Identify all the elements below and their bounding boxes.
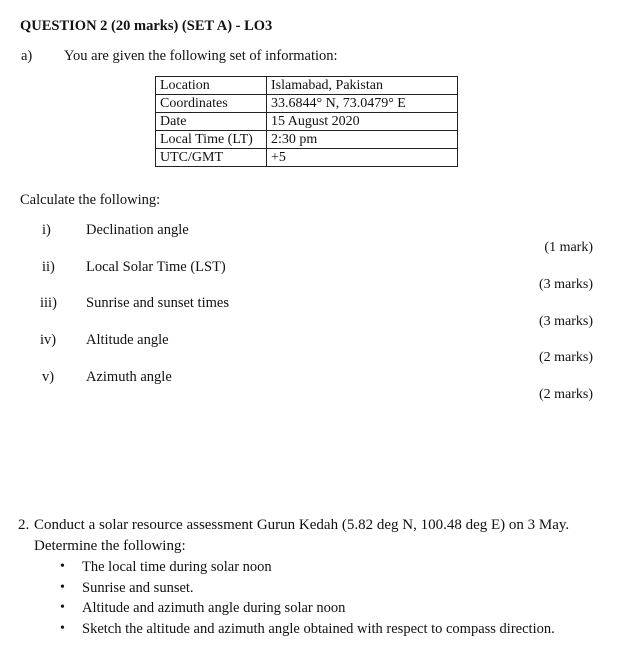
item-number: v): [42, 369, 55, 385]
info-table: [155, 76, 458, 167]
table-key: Date: [156, 113, 267, 131]
item-text: Altitude angle: [86, 332, 169, 348]
bullet-icon: •: [60, 600, 65, 615]
table-key: Location: [156, 77, 267, 95]
table-key: Coordinates: [156, 95, 267, 113]
table-value: 15 August 2020: [267, 113, 458, 131]
bullet-icon: •: [60, 621, 65, 636]
table-row: [156, 131, 458, 149]
bullet-item: Altitude and azimuth angle during solar noon: [82, 600, 346, 616]
table-value: 33.6844° N, 73.0479° E: [267, 95, 458, 113]
part-a-text: You are given the following set of information:: [64, 48, 338, 64]
item-marks: (2 marks): [538, 350, 593, 365]
item-text: Local Solar Time (LST): [86, 259, 226, 275]
part-a-label: a): [21, 48, 33, 64]
bullet-item: Sunrise and sunset.: [82, 580, 194, 596]
bullet-item: Sketch the altitude and azimuth angle obtained with respect to compass direction.: [82, 621, 555, 637]
question2-number: 2.: [18, 517, 30, 533]
table-key: Local Time (LT): [156, 131, 267, 149]
table-row: [156, 113, 458, 131]
item-marks: (2 marks): [538, 387, 593, 402]
bullet-icon: •: [60, 559, 65, 574]
item-marks: (1 mark): [544, 240, 593, 255]
table-value: Islamabad, Pakistan: [267, 77, 458, 95]
item-number: iii): [40, 295, 57, 311]
calculate-heading: Calculate the following:: [20, 192, 161, 208]
table-row: [156, 95, 458, 113]
table-row: [156, 77, 458, 95]
question2-text: Conduct a solar resource assessment Gurun Kedah (5.82 deg N, 100.48 deg E) on 3 May.: [34, 517, 570, 533]
table-value: 2:30 pm: [267, 131, 458, 149]
question-title: QUESTION 2 (20 marks) (SET A) - LO3: [20, 18, 273, 34]
table-value: +5: [267, 149, 458, 167]
item-text: Azimuth angle: [86, 369, 172, 385]
item-number: ii): [42, 259, 55, 275]
item-marks: (3 marks): [538, 277, 593, 292]
item-number: i): [42, 222, 51, 238]
item-marks: (3 marks): [538, 314, 593, 329]
table-row: [156, 149, 458, 167]
question2-subtext: Determine the following:: [34, 538, 186, 554]
item-text: Sunrise and sunset times: [86, 295, 229, 311]
bullet-item: The local time during solar noon: [82, 559, 272, 575]
item-text: Declination angle: [86, 222, 189, 238]
bullet-icon: •: [60, 580, 65, 595]
table-key: UTC/GMT: [156, 149, 267, 167]
item-number: iv): [40, 332, 57, 348]
